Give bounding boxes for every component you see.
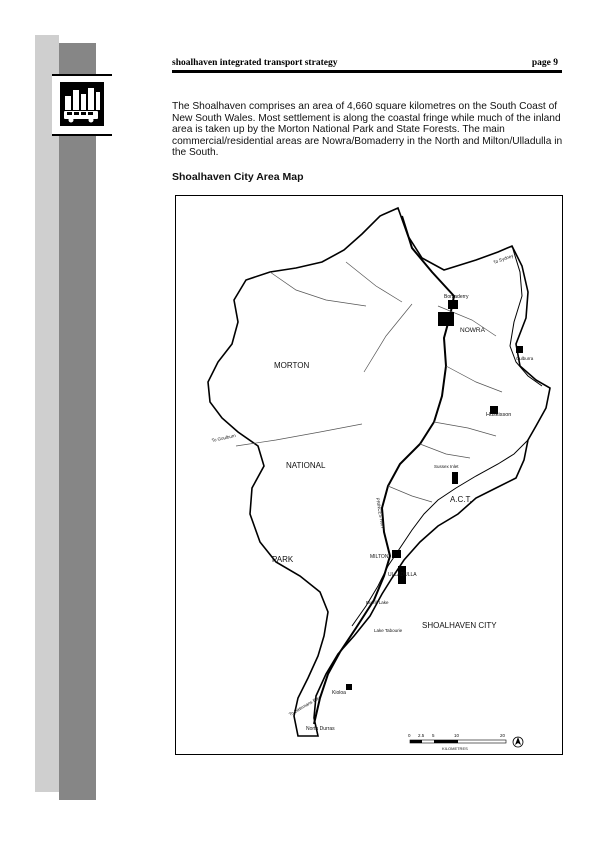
town-label-culburra: Culburra — [516, 356, 534, 361]
scale-bar — [408, 733, 506, 751]
region-label-act: A.C.T. — [450, 495, 472, 504]
area-map — [175, 195, 563, 755]
town-label-bomaderry: Bomaderry — [444, 294, 469, 300]
region-label-park: PARK — [272, 555, 294, 564]
town-label-huskisson: Huskisson — [486, 412, 512, 418]
margin-bar-light — [35, 35, 59, 792]
town-label-burrill-lake: Burrill Lake — [366, 600, 389, 605]
town-label-sussex-inlet: Sussex Inlet — [434, 464, 459, 469]
milton-urban-area — [392, 550, 401, 558]
road-label-to-goulburn: To Goulburn — [211, 432, 237, 443]
kioloa-urban-area — [346, 684, 352, 690]
document-title: shoalhaven integrated transport strategy — [172, 58, 338, 68]
region-label-national: NATIONAL — [286, 461, 326, 470]
town-label-north-durras: North Durras — [306, 726, 335, 732]
margin-bar-dark — [59, 43, 96, 800]
nowra-urban-area — [438, 312, 454, 326]
scale-tick-10: 10 — [454, 733, 460, 738]
map-title: Shoalhaven City Area Map — [172, 171, 304, 183]
city-boundary — [208, 208, 550, 736]
town-label-kioloa: Kioloa — [332, 690, 346, 696]
region-label-shoalhaven-city: SHOALHAVEN CITY — [422, 621, 497, 630]
city-skyline-bus-icon — [60, 82, 104, 126]
bomaderry-urban-area — [448, 300, 458, 309]
scale-tick-0: 0 — [408, 733, 411, 738]
intro-paragraph: The Shoalhaven comprises an area of 4,660 square kilometres on the South Coast of New South Wales. Most settlement is along the coastal fringe while much of the inland area is taken up by the Morton National Park and State Forests. The main commercial/residential areas are Nowra/Bomaderry in the North and Milton/Ulladulla in the South. — [172, 101, 563, 159]
logo — [52, 74, 112, 136]
header-divider — [172, 70, 562, 73]
page-header — [172, 57, 560, 71]
region-label-morton: MORTON — [274, 361, 310, 370]
sussex-urban-area — [452, 472, 458, 484]
road-label-princes-hwy: PRINCES HWY — [375, 497, 386, 530]
map-illustration — [176, 196, 564, 756]
town-label-lake-tabourie: Lake Tabourie — [374, 628, 403, 633]
scale-tick-5: 5 — [432, 733, 435, 738]
town-label-ulladulla: ULLADULLA — [388, 572, 417, 578]
scale-unit: KILOMETRES — [442, 746, 468, 751]
culburra-urban-area — [516, 346, 523, 353]
road-label-to-sydney: To Sydney — [492, 253, 515, 265]
scale-tick-2-5: 2.5 — [418, 733, 425, 738]
page-number: page 9 — [531, 58, 558, 68]
town-label-milton: MILTON — [370, 554, 389, 560]
road-label-to-batemans-bay: To Batemans Bay — [288, 694, 322, 717]
scale-tick-20: 20 — [500, 733, 506, 738]
town-label-nowra: NOWRA — [460, 327, 485, 334]
